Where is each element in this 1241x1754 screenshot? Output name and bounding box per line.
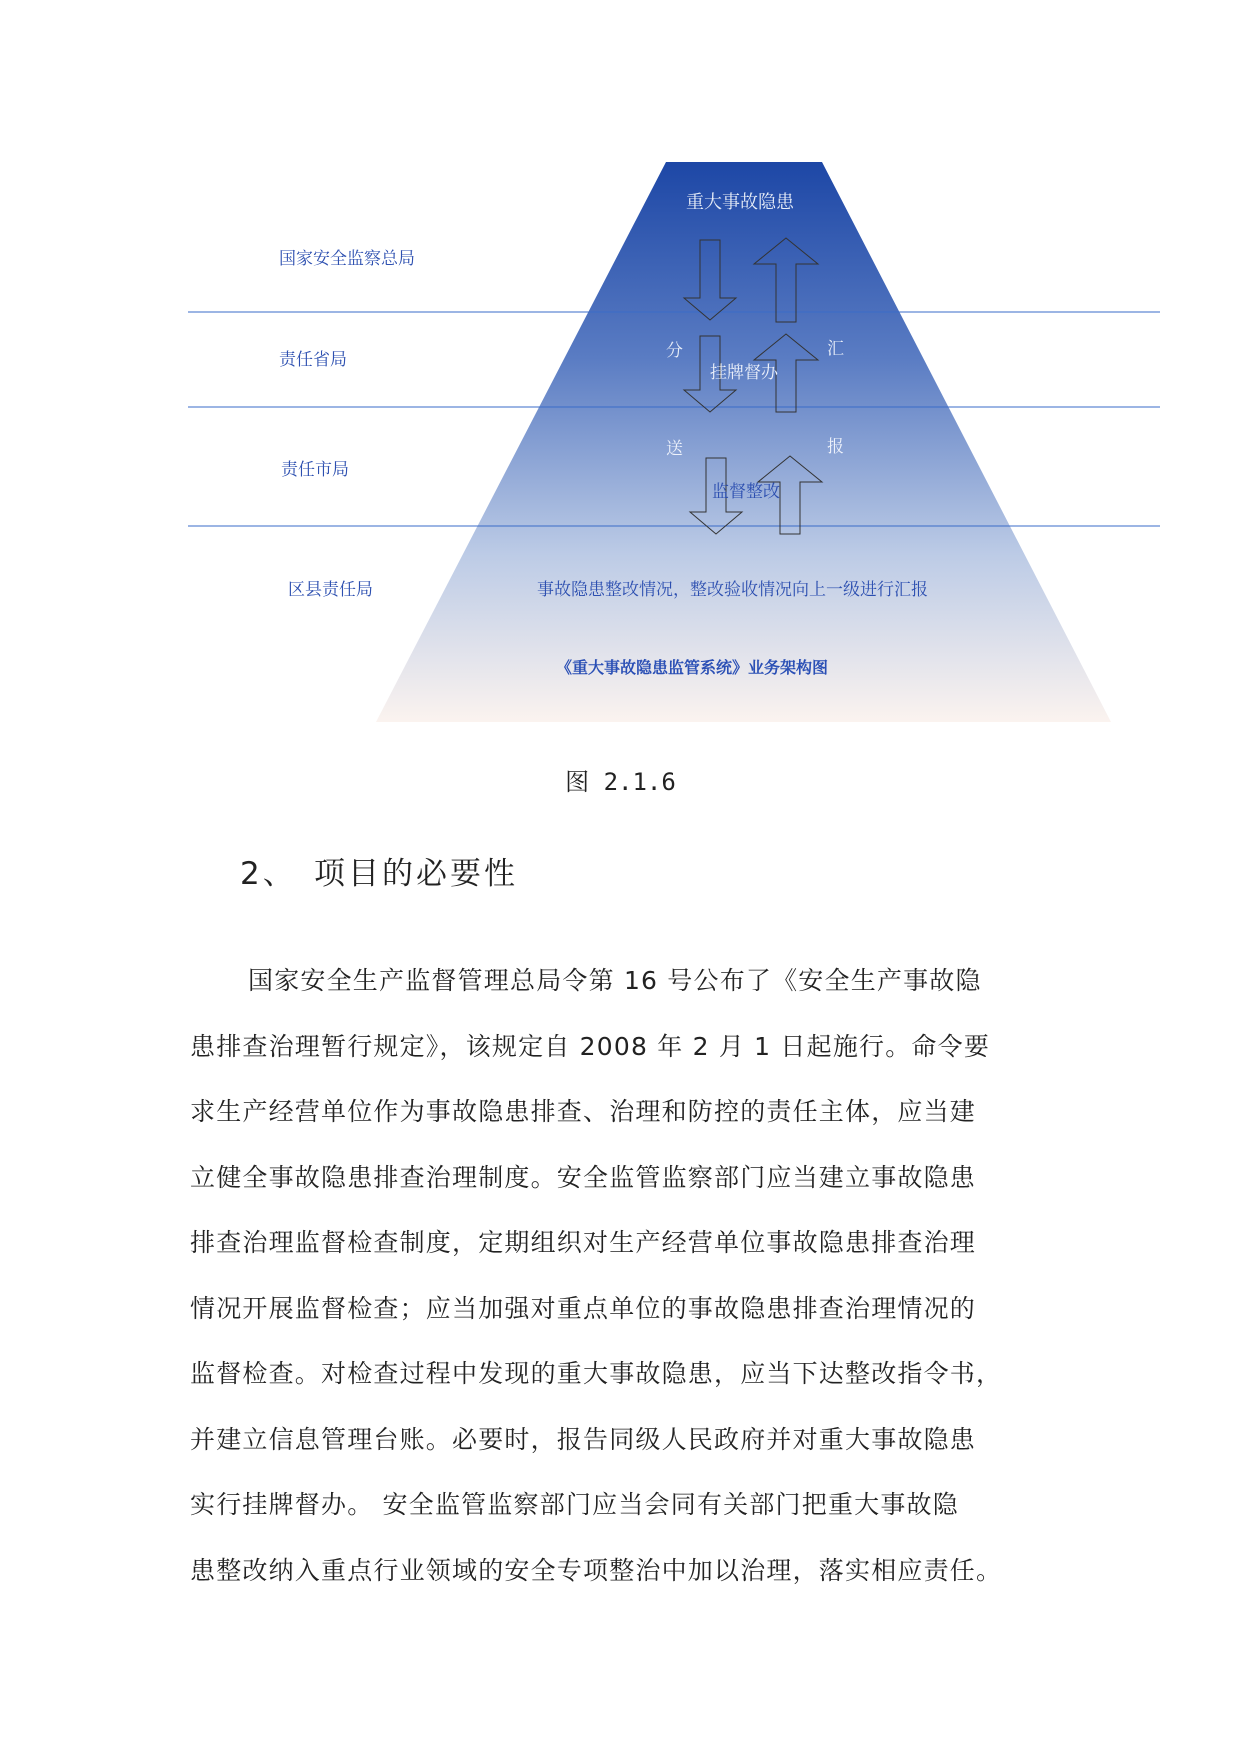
section-heading <box>240 848 518 893</box>
pyramid-shape <box>376 162 1111 722</box>
body-paragraph <box>190 948 1060 1603</box>
paragraph-line: 情况开展监督检查；应当加强对重点单位的事故隐患排查治理情况的 <box>190 1293 977 1323</box>
paragraph-line: 求生产经营单位作为事故隐患排查、治理和防控的责任主体，应当建 <box>190 1097 977 1126</box>
side-word-left-2: 送 <box>666 439 683 459</box>
paragraph-line: 并建立信息管理台账。必要时，报告同级人民政府并对重大事故隐患 <box>190 1424 977 1454</box>
top-label: 重大事故隐患 <box>686 192 794 213</box>
paragraph-line: 监督检查。对检查过程中发现的重大事故隐患，应当下达整改指令书， <box>190 1359 1003 1388</box>
level-label-city: 责任市局 <box>281 460 349 480</box>
paragraph-line: 患排查治理暂行规定》，该规定自 2008 年 2 月 1 日起施行。命令要 <box>190 1031 991 1061</box>
section-title-text: 项目的必要性 <box>314 856 518 892</box>
section-number: 2、 <box>240 856 297 892</box>
level-label-province: 责任省局 <box>279 350 347 370</box>
architecture-diagram <box>0 0 1241 740</box>
level-label-national: 国家安全监察总局 <box>279 249 415 269</box>
middle-label-2: 监督整改 <box>712 482 780 502</box>
diagram-title: 《重大事故隐患监管系统》业务架构图 <box>556 658 829 677</box>
paragraph-line: 国家安全生产监督管理总局令第 16 号公布了《安全生产事故隐 <box>248 966 982 995</box>
side-word-left-1: 分 <box>666 341 683 361</box>
bottom-report-text: 事故隐患整改情况，整改验收情况向上一级进行汇报 <box>537 580 928 600</box>
paragraph-line: 实行挂牌督办。 安全监管监察部门应当会同有关部门把重大事故隐 <box>190 1490 959 1519</box>
figure-caption: 图 2.1.6 <box>565 768 676 796</box>
side-word-right-2: 报 <box>827 437 844 457</box>
paragraph-line: 立健全事故隐患排查治理制度。安全监管监察部门应当建立事故隐患 <box>190 1162 977 1192</box>
level-label-county: 区县责任局 <box>288 580 373 600</box>
side-word-right-1: 汇 <box>827 339 844 359</box>
pyramid-graphic <box>0 0 1241 740</box>
paragraph-line: 排查治理监督检查制度，定期组织对生产经营单位事故隐患排查治理 <box>190 1228 977 1257</box>
paragraph-line: 患整改纳入重点行业领域的安全专项整治中加以治理，落实相应责任。 <box>190 1555 1003 1585</box>
middle-label-1: 挂牌督办 <box>710 363 778 383</box>
